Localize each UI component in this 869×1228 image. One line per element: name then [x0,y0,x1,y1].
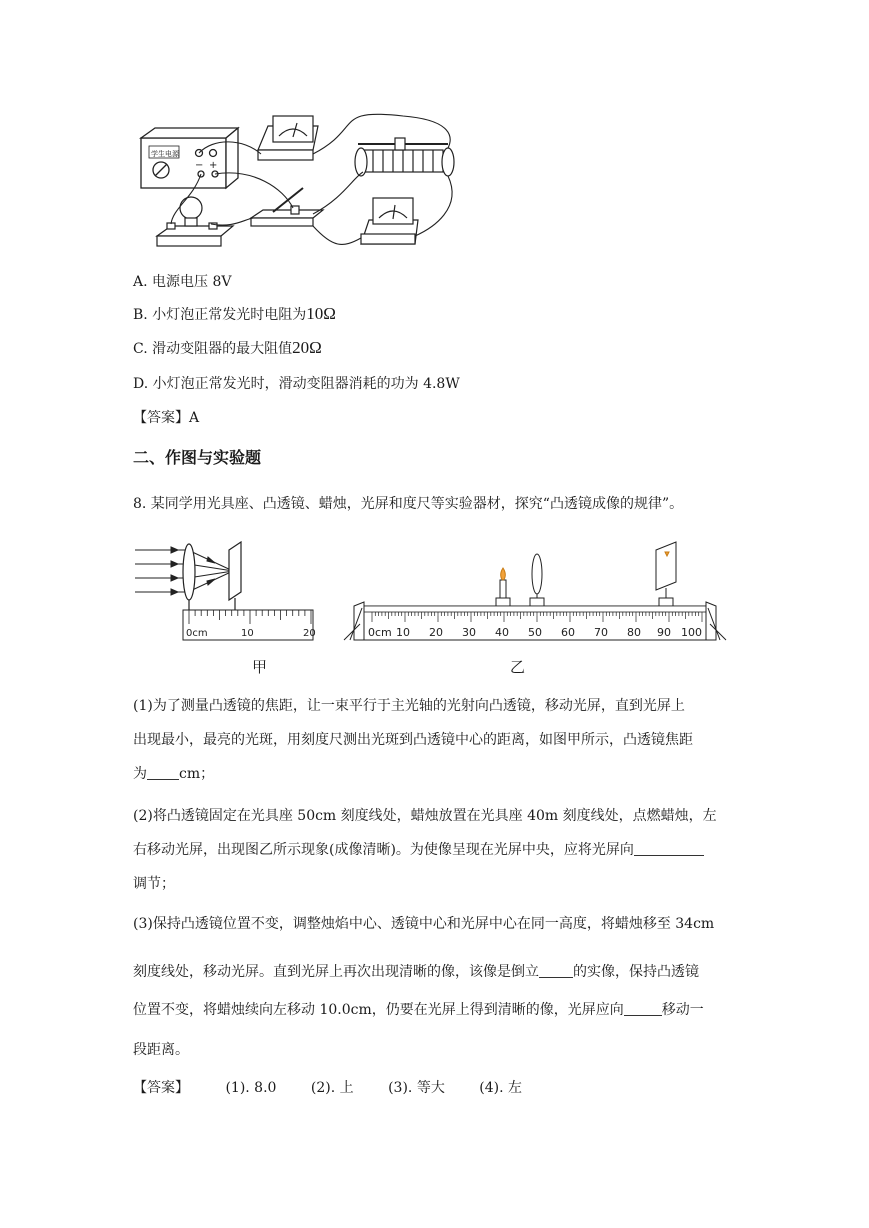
option-c-text: C. 滑动变阻器的最大阻值 [133,341,293,357]
bench-tick-30: 30 [462,626,476,639]
bench-tick-80: 80 [627,626,641,639]
blank-move-direction[interactable] [624,1001,662,1016]
bench-tick-60: 60 [561,626,575,639]
blank-focal-length[interactable] [147,765,179,780]
q8-p1-line2: 出现最小，最亮的光斑，用刻度尺测出光斑到凸透镜中心的距离，如图甲所示，凸透镜焦距 [133,732,693,748]
rheostat [355,138,454,176]
option-b [133,304,336,325]
convex-lens [183,544,195,600]
q8-p1-line3 [133,764,214,784]
answer-q7: 【答案】A [133,410,200,426]
q8-p3-line4: 段距离。 [133,1042,189,1058]
q8-p1-l3b: cm； [179,766,215,782]
switch [251,188,323,226]
bench-tick-90: 90 [657,626,671,639]
bench-tick-100: 100 [681,626,702,639]
option-c-value: 20Ω [292,338,322,357]
blank-image-type[interactable] [539,963,573,978]
blank-screen-direction[interactable] [634,841,704,856]
caption-yi: 乙 [510,658,526,676]
q8-p2-line3: 调节； [133,876,175,892]
circuit-figure [133,108,473,258]
section-heading: 二、作图与实验题 [133,448,262,467]
ruler-jia [183,610,316,640]
q8-p3-line2 [133,962,699,982]
bench-tick-10: 10 [396,626,410,639]
answer-item-3: (3). 等大 [388,1080,445,1096]
bench-tick-0: 0cm [368,626,392,639]
q8-stem: 8. 某同学用光具座、凸透镜、蜡烛，光屏和度尺等实验器材，探究“凸透镜成像的规律”。 [133,496,684,512]
bench-tick-50: 50 [528,626,542,639]
option-c [133,338,322,359]
answer-item-2: (2). 上 [310,1080,354,1096]
figure-yi [340,536,735,646]
q8-p3-l3b: 移动一 [661,1002,704,1018]
option-d: D. 小灯泡正常发光时，滑动变阻器消耗的功为 4.8W [133,376,460,392]
q8-p3-l3a: 位置不变，将蜡烛续向左移动 10.0cm，仍要在光屏上得到清晰的像，光屏应向 [133,1002,624,1018]
caption-jia: 甲 [252,658,268,676]
q8-p3-l2b: 的实像，保持凸透镜 [573,964,699,980]
ruler-jia-tick-10: 10 [241,628,254,639]
lens-yi [530,554,544,606]
bench-tick-20: 20 [429,626,443,639]
light-screen [229,542,241,610]
q8-p2-l2: 右移动光屏，出现图乙所示现象(成像清晰)。为使像呈现在光屏中央，应将光屏向 [133,842,634,858]
ruler-jia-tick-20: 20 [303,628,316,639]
q8-p1-line1: (1)为了测量凸透镜的焦距，让一束平行于主光轴的光射向凸透镜，移动光屏，直到光屏上 [133,698,685,714]
ammeter [361,198,418,244]
voltmeter [258,116,318,160]
bench-tick-40: 40 [495,626,509,639]
q8-p3-l2a: 刻度线处，移动光屏。直到光屏上再次出现清晰的像，该像是倒立 [133,964,539,980]
power-supply [141,128,238,188]
answer-label: 【答案】 [133,1080,189,1096]
lamp-bulb [157,197,233,246]
q8-p3-line3 [133,1000,704,1020]
option-b-value: 10Ω [306,304,336,323]
screen-yi [656,542,676,606]
power-supply-label: 学生电源 [151,150,179,158]
q8-p2-line1: (2)将凸透镜固定在光具座 50cm 刻度线处，蜡烛放置在光具座 40m 刻度线处，点燃蜡烛，左 [133,808,717,824]
bench-tick-70: 70 [594,626,608,639]
option-a: A. 电源电压 8V [133,274,232,290]
answer-q8 [133,1078,552,1098]
q8-p2-line2 [133,840,704,860]
q8-p3-line1: (3)保持凸透镜位置不变，调整烛焰中心、透镜中心和光屏中心在同一高度，将蜡烛移至 34cm [133,916,715,932]
candle [496,568,510,606]
power-plus-label: + [209,160,218,171]
power-minus-label: − [195,160,204,171]
option-b-text: B. 小灯泡正常发光时电阻为 [133,307,307,323]
answer-item-4: (4). 左 [479,1080,523,1096]
figure-jia [133,538,323,648]
ruler-jia-tick-0: 0cm [186,628,208,639]
optical-bench [344,602,726,640]
q8-p1-l3a: 为 [133,766,147,782]
answer-item-1: (1). 8.0 [225,1080,277,1096]
